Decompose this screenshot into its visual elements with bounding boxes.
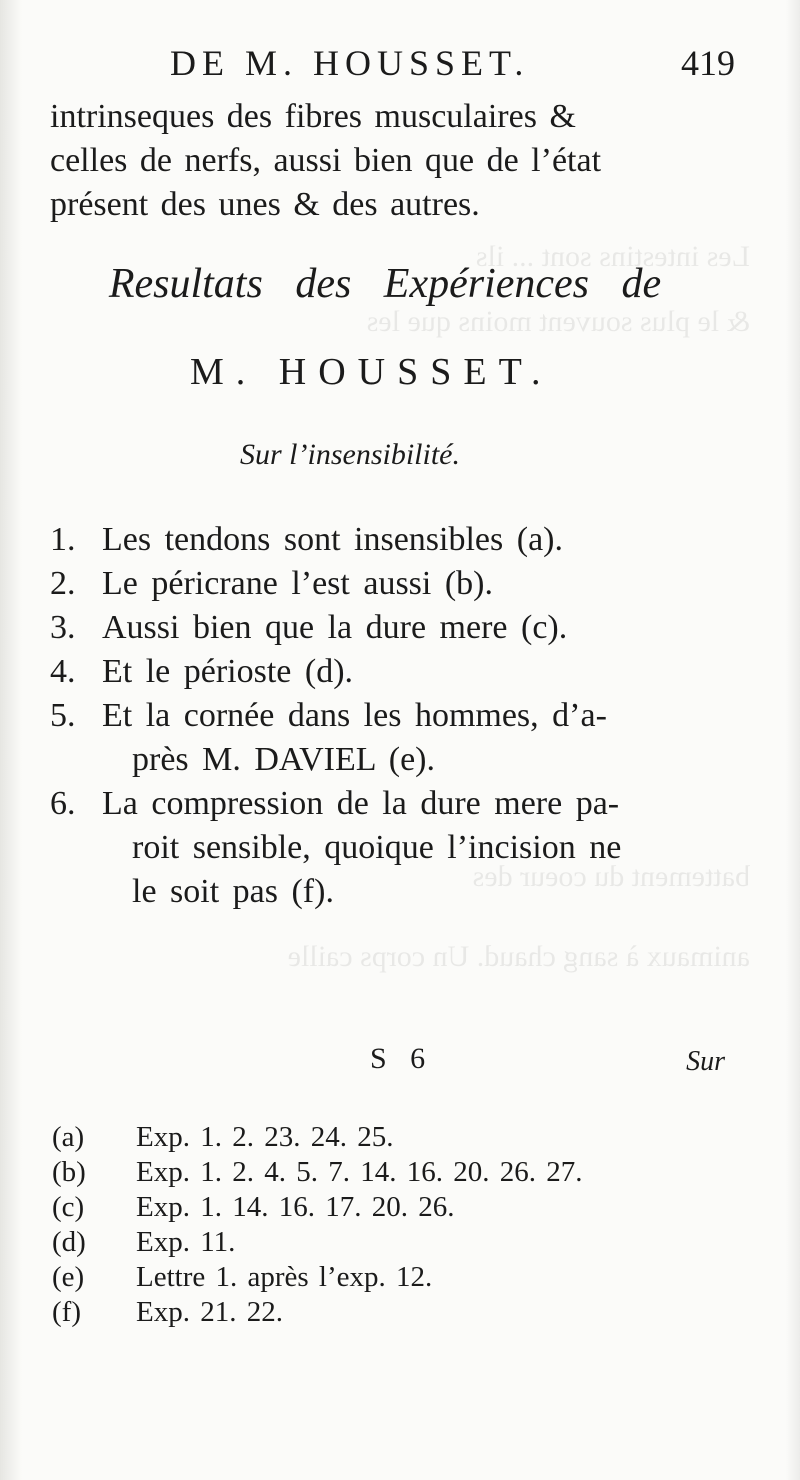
footnote-mark: (a) — [52, 1121, 85, 1153]
catchline — [370, 1042, 725, 1082]
footnote-mark: (e) — [52, 1261, 85, 1293]
bleed-through-shadow: Les intestins sont ... ils — [475, 240, 750, 273]
footnote-mark: (d) — [52, 1226, 86, 1258]
result-continuation: près M. DAVIEL (e). — [132, 741, 435, 778]
result-continuation: le soit pas (f). — [132, 873, 334, 910]
result-number: 4. — [50, 653, 76, 690]
page-edge-right — [786, 0, 800, 1480]
text-line: intrinseques des fibres musculaires & — [50, 98, 576, 135]
section-subheading: Sur l’insensibilité. — [240, 438, 460, 471]
result-text: Le péricrane l’est aussi (b). — [102, 565, 493, 602]
result-text: Aussi bien que la dure mere (c). — [102, 609, 568, 646]
page-edge-left — [0, 0, 22, 1480]
footnote — [52, 1295, 732, 1330]
catchword: Sur — [686, 1046, 725, 1077]
bleed-through-shadow: animaux à sang chaud. Un corps caille — [287, 940, 750, 973]
footnote-text: Exp. 1. 2. 4. 5. 7. 14. 16. 20. 26. 27. — [136, 1156, 583, 1188]
footnote-mark: (b) — [52, 1156, 86, 1188]
bleed-through-shadow: & le plus souvent moins que les — [366, 305, 750, 338]
signature-mark: S 6 — [370, 1042, 434, 1075]
result-number: 3. — [50, 609, 76, 646]
bleed-through-shadow: battement du coeur des — [472, 860, 750, 893]
result-text: Et le périoste (d). — [102, 653, 354, 690]
footnote — [52, 1190, 732, 1225]
footnote-text: Exp. 21. 22. — [136, 1296, 283, 1328]
footnote — [52, 1225, 732, 1260]
result-text: Et la cornée dans les hommes, d’a- — [102, 697, 607, 734]
footnote-mark: (f) — [52, 1296, 81, 1328]
result-number: 2. — [50, 565, 76, 602]
footnote-mark: (c) — [52, 1191, 85, 1223]
result-item — [50, 562, 740, 606]
footnote-text: Exp. 1. 14. 16. 17. 20. 26. — [136, 1191, 455, 1223]
footnote-text: Exp. 1. 2. 23. 24. 25. — [136, 1121, 394, 1153]
text-line: celles de nerfs, aussi bien que de l’état — [50, 142, 602, 179]
result-number: 1. — [50, 521, 76, 558]
intro-paragraph — [50, 95, 730, 227]
result-item — [50, 606, 740, 650]
result-item — [50, 782, 740, 826]
section-author: M. HOUSSET. — [190, 351, 553, 393]
results-list — [50, 518, 740, 914]
result-item — [50, 694, 740, 738]
result-number: 5. — [50, 697, 76, 734]
footnotes — [52, 1120, 732, 1330]
result-item — [50, 650, 740, 694]
footnote-text: Exp. 11. — [136, 1226, 236, 1258]
footnote — [52, 1120, 732, 1155]
footnote — [52, 1260, 732, 1295]
text-line: présent des unes & des autres. — [50, 186, 480, 223]
section-heading: Resultats des Expériences de — [108, 261, 662, 307]
footnote — [52, 1155, 732, 1190]
result-item — [50, 518, 740, 562]
footnote-text: Lettre 1. après l’exp. 12. — [136, 1261, 433, 1293]
result-text: La compression de la dure mere pa- — [102, 785, 620, 822]
result-continuation: roit sensible, quoique l’incision ne — [132, 829, 622, 866]
result-number: 6. — [50, 785, 76, 822]
page-number: 419 — [681, 43, 735, 83]
result-text: Les tendons sont insensibles (a). — [102, 521, 563, 558]
running-head — [170, 42, 735, 92]
running-title: DE M. HOUSSET. — [170, 43, 530, 83]
